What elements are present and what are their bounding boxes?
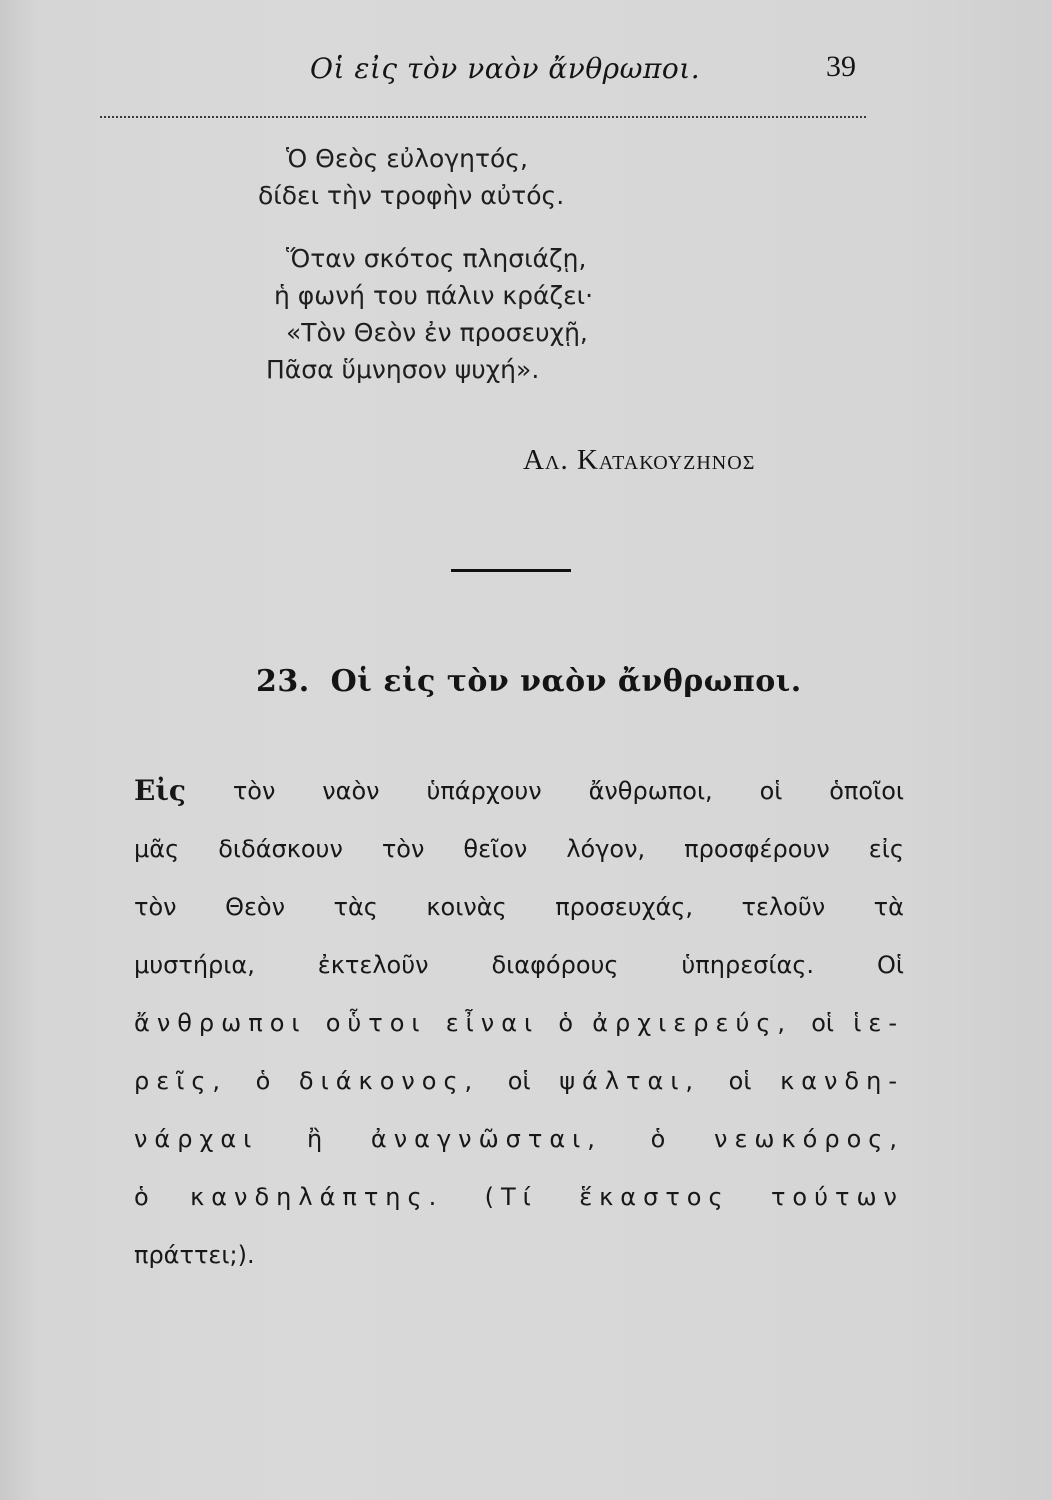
- body-word: ψάλται,: [559, 1067, 701, 1095]
- body-word: προσφέρουν: [684, 835, 830, 863]
- section-heading: [256, 664, 802, 699]
- body-word: τὸν: [381, 835, 425, 863]
- body-word: εἰς: [868, 835, 904, 863]
- body-word: τὰ: [873, 893, 904, 921]
- body-line: [134, 820, 904, 878]
- section-number: 23.: [256, 664, 310, 699]
- body-word: τὸν: [232, 777, 276, 805]
- poem-line: ἡ φωνή του πάλιν κράζει·: [274, 281, 594, 310]
- body-word: κανδηλάπτης.: [190, 1183, 444, 1211]
- poem-line: δίδει τὴν τροφὴν αὐτός.: [258, 181, 565, 210]
- body-word: ὑπάρχουν: [426, 777, 542, 805]
- body-word: ἕκαστος: [579, 1183, 730, 1211]
- body-line: [134, 1226, 904, 1284]
- body-word: οἱ: [759, 777, 783, 805]
- poem-line: Πᾶσα ὕμνησον ψυχή».: [266, 355, 540, 384]
- body-word: τὸν: [134, 893, 177, 921]
- poem-line: «Τὸν Θεὸν ἐν προσευχῇ,: [286, 318, 588, 347]
- body-word: πράττει;).: [134, 1241, 255, 1269]
- body-word: εἶναι: [445, 1009, 540, 1037]
- body-word: ὁ: [558, 1009, 574, 1037]
- body-word: ἱε-: [853, 1009, 904, 1037]
- body-line: [134, 1168, 904, 1226]
- body-word: ὁ: [255, 1067, 271, 1095]
- body-line: [134, 878, 904, 936]
- body-line: [134, 1052, 904, 1110]
- poem: [258, 140, 593, 414]
- body-paragraph: [134, 762, 904, 1284]
- body-word: οἱ: [811, 1009, 835, 1037]
- body-line: [134, 762, 904, 820]
- poem-author: Αλ. Κατακουζηνος: [523, 444, 756, 476]
- poem-line: Ὁ Θεὸς εὐλογητός,: [286, 144, 528, 173]
- body-word: Εἰς: [134, 774, 186, 807]
- body-word: ἄνθρωποι: [134, 1009, 307, 1037]
- body-line: [134, 1110, 904, 1168]
- body-word: (Τί: [484, 1183, 538, 1211]
- body-word: κανδη-: [780, 1067, 904, 1095]
- body-word: ἄνθρωποι,: [588, 777, 713, 805]
- body-word: ὁ: [650, 1125, 666, 1153]
- body-word: οἱ: [728, 1067, 752, 1095]
- body-word: ἢ: [306, 1125, 323, 1153]
- body-word: Θεὸν: [225, 893, 286, 921]
- body-word: κοινὰς: [426, 893, 507, 921]
- poem-line: Ὅταν σκότος πλησιάζῃ,: [286, 244, 587, 273]
- body-word: τούτων: [770, 1183, 904, 1211]
- body-word: διαφόρους: [491, 951, 619, 979]
- body-word: διάκονος,: [298, 1067, 480, 1095]
- body-line: [134, 994, 904, 1052]
- body-word: ὁποῖοι: [829, 777, 904, 805]
- body-word: νεωκόρος,: [714, 1125, 904, 1153]
- body-word: οὗτοι: [325, 1009, 427, 1037]
- body-word: θεῖον: [463, 835, 528, 863]
- body-word: ρεῖς,: [134, 1067, 228, 1095]
- body-word: ἐκτελοῦν: [317, 951, 429, 979]
- body-word: ὁ: [134, 1183, 149, 1211]
- body-line: [134, 936, 904, 994]
- page-number: 39: [826, 50, 856, 83]
- body-word: μυστήρια,: [134, 951, 255, 979]
- body-word: ναὸν: [322, 777, 380, 805]
- body-word: διδάσκουν: [218, 835, 343, 863]
- body-word: τὰς: [333, 893, 378, 921]
- body-word: ὑπηρεσίας.: [681, 951, 815, 979]
- body-word: ἀναγνῶσται,: [370, 1125, 602, 1153]
- body-word: λόγον,: [566, 835, 646, 863]
- poem-stanza-2: [258, 240, 593, 388]
- section-divider: [451, 569, 571, 572]
- header-divider: [100, 116, 866, 118]
- body-word: Οἱ: [876, 951, 904, 979]
- body-word: νάρχαι: [134, 1125, 259, 1153]
- section-title: Οἱ εἰς τὸν ναὸν ἄνθρωποι.: [330, 664, 802, 699]
- body-word: μᾶς: [134, 835, 180, 863]
- body-word: τελοῦν: [741, 893, 826, 921]
- body-word: οἱ: [507, 1067, 531, 1095]
- body-word: ἀρχιερεύς,: [592, 1009, 793, 1037]
- body-word: προσευχάς,: [555, 893, 694, 921]
- poem-stanza-1: [258, 140, 593, 214]
- running-head-title: Οἱ εἰς τὸν ναὸν ἄνθρωποι.: [310, 52, 701, 85]
